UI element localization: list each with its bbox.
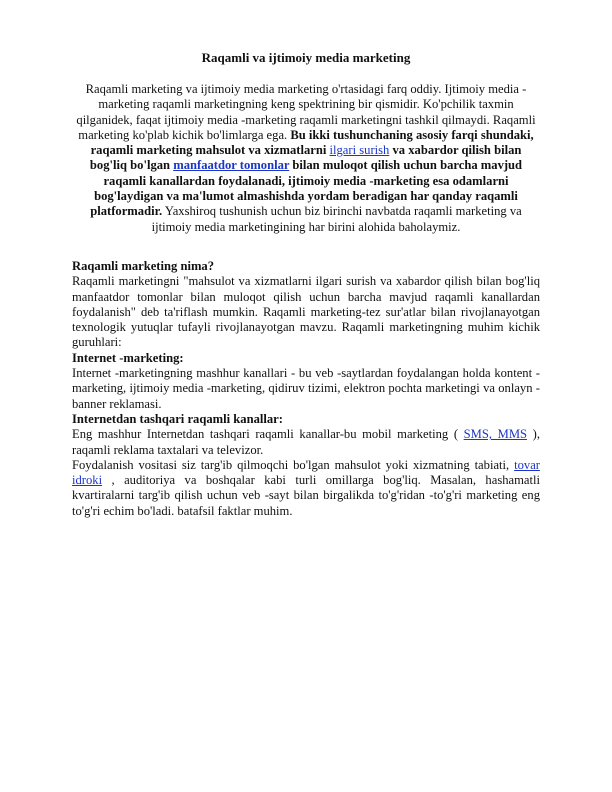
intro-bold-1: Bu ikki tushunchaning asosiy farqi shundaki, raqamli marketing mahsulot va xizmatlarni — [90, 127, 534, 158]
intro-paragraph — [72, 82, 540, 235]
tools-text-1: Foydalanish vositasi siz targ'ib qilmoqchi bo'lgan mahsulot yoki xizmatning tabiati, — [72, 457, 515, 472]
section-heading-digital-marketing: Raqamli marketing nima? — [72, 259, 215, 273]
paragraph-internet-marketing: Internet -marketingning mashhur kanallari - bu veb -saytlardan foydalangan holda kontent -marketing, ijtimoiy media -marketing, qidiruv tizimi, elektron pochta marketingi va onlayn -banner reklamasi. — [72, 366, 540, 411]
link-sms-mms[interactable]: SMS, MMS — [463, 427, 528, 442]
offline-text-1: Eng mashhur Internetdan tashqari raqamli kanallar-bu mobil marketing ( — [72, 427, 464, 442]
paragraph-offline-channels — [72, 427, 540, 458]
paragraph-digital-marketing: Raqamli marketingni "mahsulot va xizmatlarni ilgari surish va xabardor qilish bilan bog'liq manfaatdor tomonlar bilan muloqot qilish uchun barcha mavjud raqamli kanallardan foydalanish" deb ta'riflash mumkin. Raqamli marketing-tez sur'atlar bilan rivojlanayotgan texnologik yutuqlar tufayli rivojlanayotgan mavzu. Raqamli marketingning muhim kichik guruhlari: — [72, 274, 540, 350]
offline-text-2: ), raqamli reklama taxtalari va televizor. — [72, 427, 540, 457]
link-tovar-idroki[interactable]: tovar idroki — [72, 457, 540, 488]
intro-text-1: Raqamli marketing va ijtimoiy media marketing o'rtasidagi farq oddiy. Ijtimoiy media -marketing raqamli marketingning keng spektrining bir qismidir. Ko'pchilik taxmin qilganidek, faqat ijtimoiy media -marketing raqamli marketingni tashkil qilmaydi. Raqamli marketing ko'plab kichik bo'limlarga ega. — [76, 82, 536, 142]
section-heading-internet-marketing: Internet -marketing: — [72, 350, 184, 365]
intro-text-2: Yaxshiroq tushunish uchun biz birinchi navbatda raqamli marketing va ijtimoiy media marketingining har birini alohida baholaymiz. — [151, 204, 522, 234]
intro-bold-2: va xabardor qilish bilan bog'liq bo'lgan — [89, 143, 522, 173]
intro-bold-3: bilan muloqot qilish uchun barcha mavjud raqamli kanallardan foydalanadi, ijtimoiy media -marketing esa odamlarni bog'laydigan va ma'lumot almashishda yordam beradigan har qanday raqamli platformadir. — [90, 158, 523, 219]
tools-text-2: , auditoriya va boshqalar kabi turli omillarga bog'liq. Masalan, hashamatli kvartiralarni targ'ib qilish uchun veb -sayt bilan birgalikda to'g'ridan -to'g'ri marketing eng to'g'ri echim bo'ladi. batafsil faktlar muhim. — [72, 473, 540, 518]
document-body — [72, 259, 540, 519]
link-ilgari-surish[interactable]: ilgari surish — [329, 143, 390, 158]
document-title: Raqamli va ijtimoiy media marketing — [201, 50, 411, 65]
section-heading-offline-channels: Internetdan tashqari raqamli kanallar: — [72, 411, 283, 426]
link-manfaatdor-tomonlar[interactable]: manfaatdor tomonlar — [173, 158, 290, 173]
paragraph-tools — [72, 458, 540, 519]
